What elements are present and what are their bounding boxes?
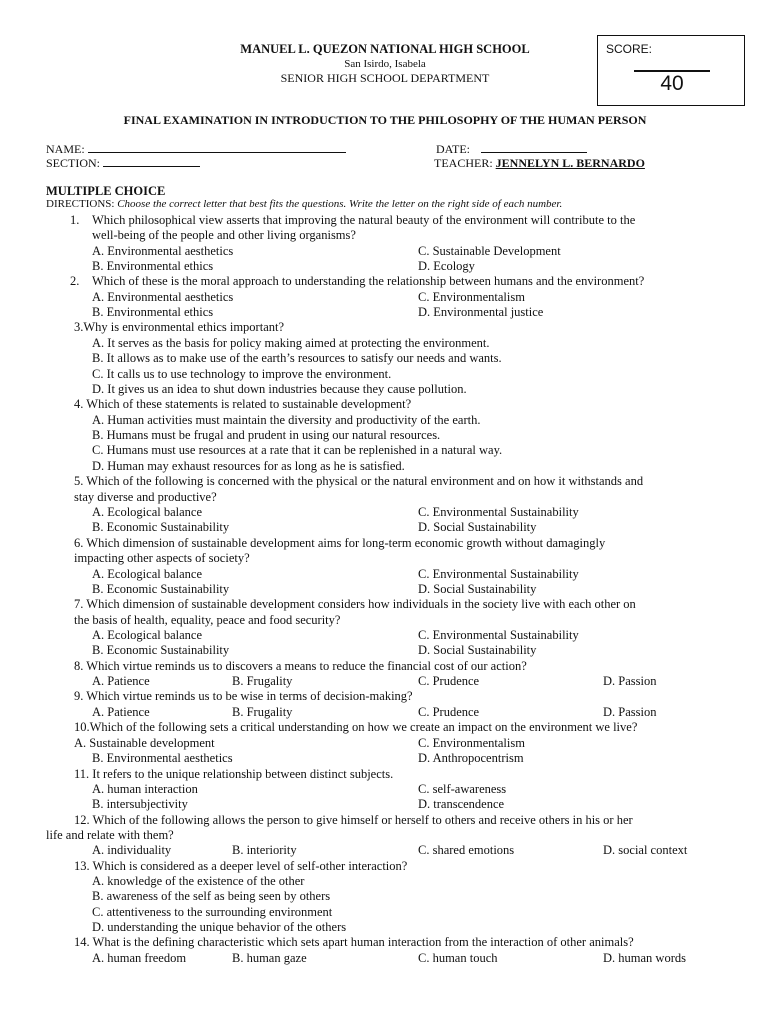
question-6-text-cont: impacting other aspects of society?	[74, 551, 250, 565]
question-9-option-a: A. Patience	[92, 705, 150, 719]
section-blank[interactable]	[103, 156, 200, 167]
question-2-option-d: D. Environmental justice	[418, 305, 544, 319]
question-11-option-d: D. transcendence	[418, 797, 505, 811]
question-5-option-c: C. Environmental Sustainability	[418, 505, 579, 519]
name-label: NAME:	[46, 142, 85, 156]
exam-title: FINAL EXAMINATION IN INTRODUCTION TO THE PHILOSOPHY OF THE HUMAN PERSON	[123, 113, 647, 127]
question-4-option-a: A. Human activities must maintain the diversity and productivity of the earth.	[92, 413, 481, 427]
question-7-text-cont: the basis of health, equality, peace and food security?	[74, 613, 341, 627]
question-12-option-c: C. shared emotions	[418, 843, 515, 857]
question-11-option-c: C. self-awareness	[418, 782, 507, 796]
question-11-option-a: A. human interaction	[92, 782, 198, 796]
question-4-option-d: D. Human may exhaust resources for as long as he is satisfied.	[92, 459, 405, 473]
question-8-option-c: C. Prudence	[418, 674, 480, 688]
question-12-option-d: D. social context	[603, 843, 688, 857]
score-box	[597, 35, 745, 106]
school-address: San Isirdo, Isabela	[344, 58, 426, 70]
question-2-option-a: A. Environmental aesthetics	[92, 290, 234, 304]
question-1-number: 1.	[70, 213, 80, 227]
question-6-option-a: A. Ecological balance	[92, 567, 203, 581]
question-8-option-d: D. Passion	[603, 674, 657, 688]
question-4-option-b: B. Humans must be frugal and prudent in using our natural resources.	[92, 428, 441, 442]
question-6-text: 6. Which dimension of sustainable development aims for long-term economic growth without damagingly	[74, 536, 606, 550]
question-2-option-c: C. Environmentalism	[418, 290, 525, 304]
question-14-option-a: A. human freedom	[92, 951, 187, 965]
question-1-option-d: D. Ecology	[418, 259, 475, 273]
question-5-option-a: A. Ecological balance	[92, 505, 203, 519]
question-3-option-b: B. It allows as to make use of the earth’s resources to satisfy our needs and wants.	[92, 351, 502, 365]
question-12-option-b: B. interiority	[232, 843, 297, 857]
question-9-text: 9. Which virtue reminds us to be wise in terms of decision-making?	[74, 689, 413, 703]
question-13-option-a: A. knowledge of the existence of the other	[92, 874, 305, 888]
question-13-option-d: D. understanding the unique behavior of the others	[92, 920, 347, 934]
question-6-option-c: C. Environmental Sustainability	[418, 567, 579, 581]
question-1-option-b: B. Environmental ethics	[92, 259, 214, 273]
question-1-option-c: C. Sustainable Development	[418, 244, 561, 258]
directions	[46, 198, 562, 210]
question-9-option-d: D. Passion	[603, 705, 657, 719]
question-10-text: 10.Which of the following sets a critical understanding on how we create an impact on the environment we live?	[74, 720, 638, 734]
name-blank[interactable]	[88, 142, 346, 153]
section-title: MULTIPLE CHOICE	[46, 184, 166, 198]
question-13-option-b: B. awareness of the self as being seen by others	[92, 889, 331, 903]
section-row	[46, 156, 200, 171]
question-3-option-a: A. It serves as the basis for policy making aimed at protecting the environment.	[92, 336, 490, 350]
teacher-row	[434, 156, 645, 171]
school-name: MANUEL L. QUEZON NATIONAL HIGH SCHOOL	[240, 42, 530, 56]
question-10-option-d: D. Anthropocentrism	[418, 751, 524, 765]
teacher-name: JENNELYN L. BERNARDO	[495, 156, 645, 170]
question-10-option-c: C. Environmentalism	[418, 736, 525, 750]
section-label: SECTION:	[46, 156, 100, 170]
question-8-option-a: A. Patience	[92, 674, 150, 688]
question-8-option-b: B. Frugality	[232, 674, 293, 688]
question-6-option-d: D. Social Sustainability	[418, 582, 537, 596]
question-5-option-d: D. Social Sustainability	[418, 520, 537, 534]
date-label: DATE:	[436, 142, 470, 156]
question-4-text: 4. Which of these statements is related to sustainable development?	[74, 397, 412, 411]
question-2-option-b: B. Environmental ethics	[92, 305, 214, 319]
teacher-label: TEACHER:	[434, 156, 493, 170]
department: SENIOR HIGH SCHOOL DEPARTMENT	[280, 71, 490, 85]
question-6-option-b: B. Economic Sustainability	[92, 582, 230, 596]
date-blank[interactable]	[481, 142, 587, 153]
question-4-option-c: C. Humans must use resources at a rate that it can be replenished in a natural way.	[92, 443, 503, 457]
question-13-text: 13. Which is considered as a deeper level of self-other interaction?	[74, 859, 408, 873]
question-1-text-cont: well-being of the people and other living organisms?	[92, 228, 356, 242]
question-7-option-b: B. Economic Sustainability	[92, 643, 230, 657]
date-row	[436, 142, 587, 157]
directions-label: DIRECTIONS:	[46, 198, 115, 210]
question-1-option-a: A. Environmental aesthetics	[92, 244, 234, 258]
score-total: 40	[660, 72, 684, 95]
question-13-option-c: C. attentiveness to the surrounding environment	[92, 905, 333, 919]
question-10-option-a: A. Sustainable development	[74, 736, 215, 750]
question-5-text-cont: stay diverse and productive?	[74, 490, 217, 504]
question-9-option-c: C. Prudence	[418, 705, 480, 719]
question-14-text: 14. What is the defining characteristic which sets apart human interaction from the interaction of other animals?	[74, 935, 634, 949]
question-11-text: 11. It refers to the unique relationship between distinct subjects.	[74, 767, 394, 781]
question-2-text: Which of these is the moral approach to understanding the relationship between humans and the environment?	[92, 274, 645, 288]
question-5-option-b: B. Economic Sustainability	[92, 520, 230, 534]
question-7-text: 7. Which dimension of sustainable development considers how individuals in the society live with each other on	[74, 597, 636, 611]
question-9-option-b: B. Frugality	[232, 705, 293, 719]
question-14-option-c: C. human touch	[418, 951, 498, 965]
question-10-option-b: B. Environmental aesthetics	[92, 751, 233, 765]
directions-text: Choose the correct letter that best fits the questions. Write the letter on the right side of each number.	[117, 198, 563, 210]
question-7-option-a: A. Ecological balance	[92, 628, 203, 642]
question-7-option-d: D. Social Sustainability	[418, 643, 537, 657]
question-11-option-b: B. intersubjectivity	[92, 797, 188, 811]
question-3-option-d: D. It gives us an idea to shut down industries because they cause pollution.	[92, 382, 467, 396]
name-row	[46, 142, 346, 157]
score-label: SCORE:	[606, 42, 653, 56]
question-12-text: 12. Which of the following allows the person to give himself or herself to others and receive others in his or her	[74, 813, 633, 827]
question-2-number: 2.	[70, 274, 80, 288]
question-12-option-a: A. individuality	[92, 843, 172, 857]
question-14-option-d: D. human words	[603, 951, 686, 965]
question-5-text: 5. Which of the following is concerned with the physical or the natural environment and on how it withstands and	[74, 474, 644, 488]
question-7-option-c: C. Environmental Sustainability	[418, 628, 579, 642]
question-8-text: 8. Which virtue reminds us to discovers a means to reduce the financial cost of our action?	[74, 659, 527, 673]
question-3-option-c: C. It calls us to use technology to improve the environment.	[92, 367, 392, 381]
question-12-text-cont: life and relate with them?	[46, 828, 174, 842]
question-3-text: 3.Why is environmental ethics important?	[74, 320, 285, 334]
question-14-option-b: B. human gaze	[232, 951, 307, 965]
question-1-text: Which philosophical view asserts that improving the natural beauty of the environment will contribute to the	[92, 213, 636, 227]
